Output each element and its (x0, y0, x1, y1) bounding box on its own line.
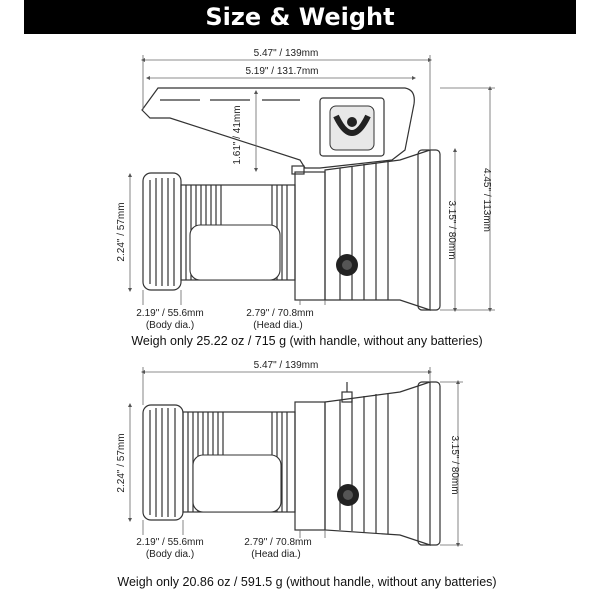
flashlight-without-handle (143, 382, 440, 545)
top-body-dia-caption: (Body dia.) (145, 320, 195, 331)
bottom-head-height-label: 3.15" / 80mm (449, 435, 460, 495)
bottom-head-dia-caption: (Head dia.) (251, 549, 301, 560)
top-head-height-label: 3.15" / 80mm (446, 200, 457, 260)
bezel (418, 150, 440, 310)
page-title: Size & Weight (205, 3, 395, 31)
top-weight-caption: Weigh only 25.22 oz / 715 g (with handle, without any batteries) (131, 334, 483, 348)
bottom-body-dia-label: 2.19" / 55.6mm (136, 537, 204, 548)
bottom-head-dia-label: 2.79" / 70.8mm (244, 537, 312, 548)
bottom-body-dia-caption: (Body dia.) (145, 549, 195, 560)
head (325, 382, 430, 545)
bezel (418, 382, 440, 545)
head (325, 150, 430, 310)
top-head-dia-label: 2.79" / 70.8mm (246, 308, 314, 319)
top-head-dia-caption: (Head dia.) (253, 320, 303, 331)
bottom-body-height-label: 2.24" / 57mm (116, 433, 127, 493)
top-handle-height-label: 1.61" / 41mm (232, 105, 243, 165)
top-overall-height-label: 4.45" / 113mm (481, 168, 492, 232)
tail-cap (143, 405, 183, 520)
top-overall-length-label: 5.47" / 139mm (253, 48, 319, 59)
top-body-height-label: 2.24" / 57mm (116, 202, 127, 262)
top-handle-span-label: 5.19" / 131.7mm (245, 66, 319, 77)
top-body-dia-label: 2.19" / 55.6mm (136, 308, 204, 319)
bottom-weight-caption: Weigh only 20.86 oz / 591.5 g (without handle, without any batteries) (117, 575, 497, 589)
flashlight-with-handle (142, 88, 440, 310)
bottom-overall-length-label: 5.47" / 139mm (253, 360, 319, 371)
